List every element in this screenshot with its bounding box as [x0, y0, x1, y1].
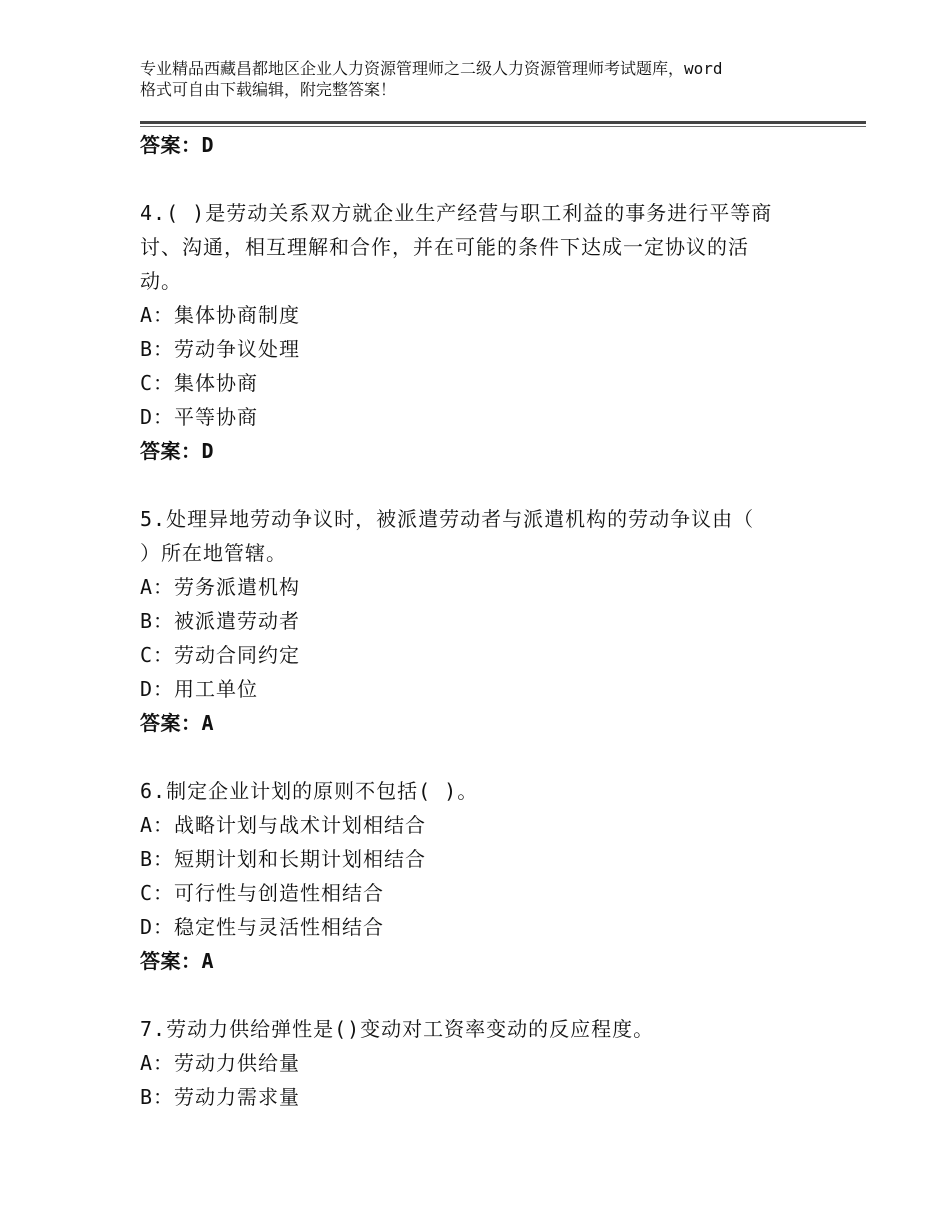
option-c: C：可行性与创造性相结合 [140, 881, 385, 905]
question-stem-line: ）所在地管辖。 [140, 541, 287, 565]
option-a: A：战略计划与战术计划相结合 [140, 813, 427, 837]
option-c: C：集体协商 [140, 371, 259, 395]
header-line-2: 格式可自由下载编辑，附完整答案！ [140, 80, 397, 99]
header-line-1: 专业精品西藏昌都地区企业人力资源管理师之二级人力资源管理师考试题库，word [140, 59, 723, 78]
question-7 [140, 1012, 800, 1114]
header-rule-thin [140, 126, 866, 127]
question-5 [140, 502, 800, 740]
answer-line: 答案：D [140, 439, 215, 463]
option-c: C：劳动合同约定 [140, 643, 301, 667]
previous-answer: 答案：D [140, 133, 215, 157]
option-a: A：劳务派遣机构 [140, 575, 301, 599]
answer-line: 答案：A [140, 711, 215, 735]
option-b: B：被派遣劳动者 [140, 609, 301, 633]
header-rule-thick [140, 121, 866, 124]
question-stem-line: 讨、沟通，相互理解和合作，并在可能的条件下达成一定协议的活 [140, 235, 749, 259]
question-6 [140, 774, 800, 978]
answer-line: 答案：A [140, 949, 215, 973]
option-b: B：劳动力需求量 [140, 1085, 301, 1109]
option-d: D：平等协商 [140, 405, 259, 429]
option-a: A：集体协商制度 [140, 303, 301, 327]
option-d: D：用工单位 [140, 677, 259, 701]
question-stem-line: 动。 [140, 269, 182, 293]
question-stem-line: 6.制定企业计划的原则不包括( )。 [140, 779, 479, 803]
option-b: B：短期计划和长期计划相结合 [140, 847, 427, 871]
option-b: B：劳动争议处理 [140, 337, 301, 361]
option-a: A：劳动力供给量 [140, 1051, 301, 1075]
document-header [140, 58, 830, 100]
question-4 [140, 196, 800, 468]
question-stem-line: 5.处理异地劳动争议时，被派遣劳动者与派遣机构的劳动争议由（ [140, 507, 755, 531]
question-stem-line: 4.( )是劳动关系双方就企业生产经营与职工利益的事务进行平等商 [140, 201, 773, 225]
question-stem-line: 7.劳动力供给弹性是()变动对工资率变动的反应程度。 [140, 1017, 655, 1041]
option-d: D：稳定性与灵活性相结合 [140, 915, 385, 939]
question-list [140, 128, 800, 1114]
